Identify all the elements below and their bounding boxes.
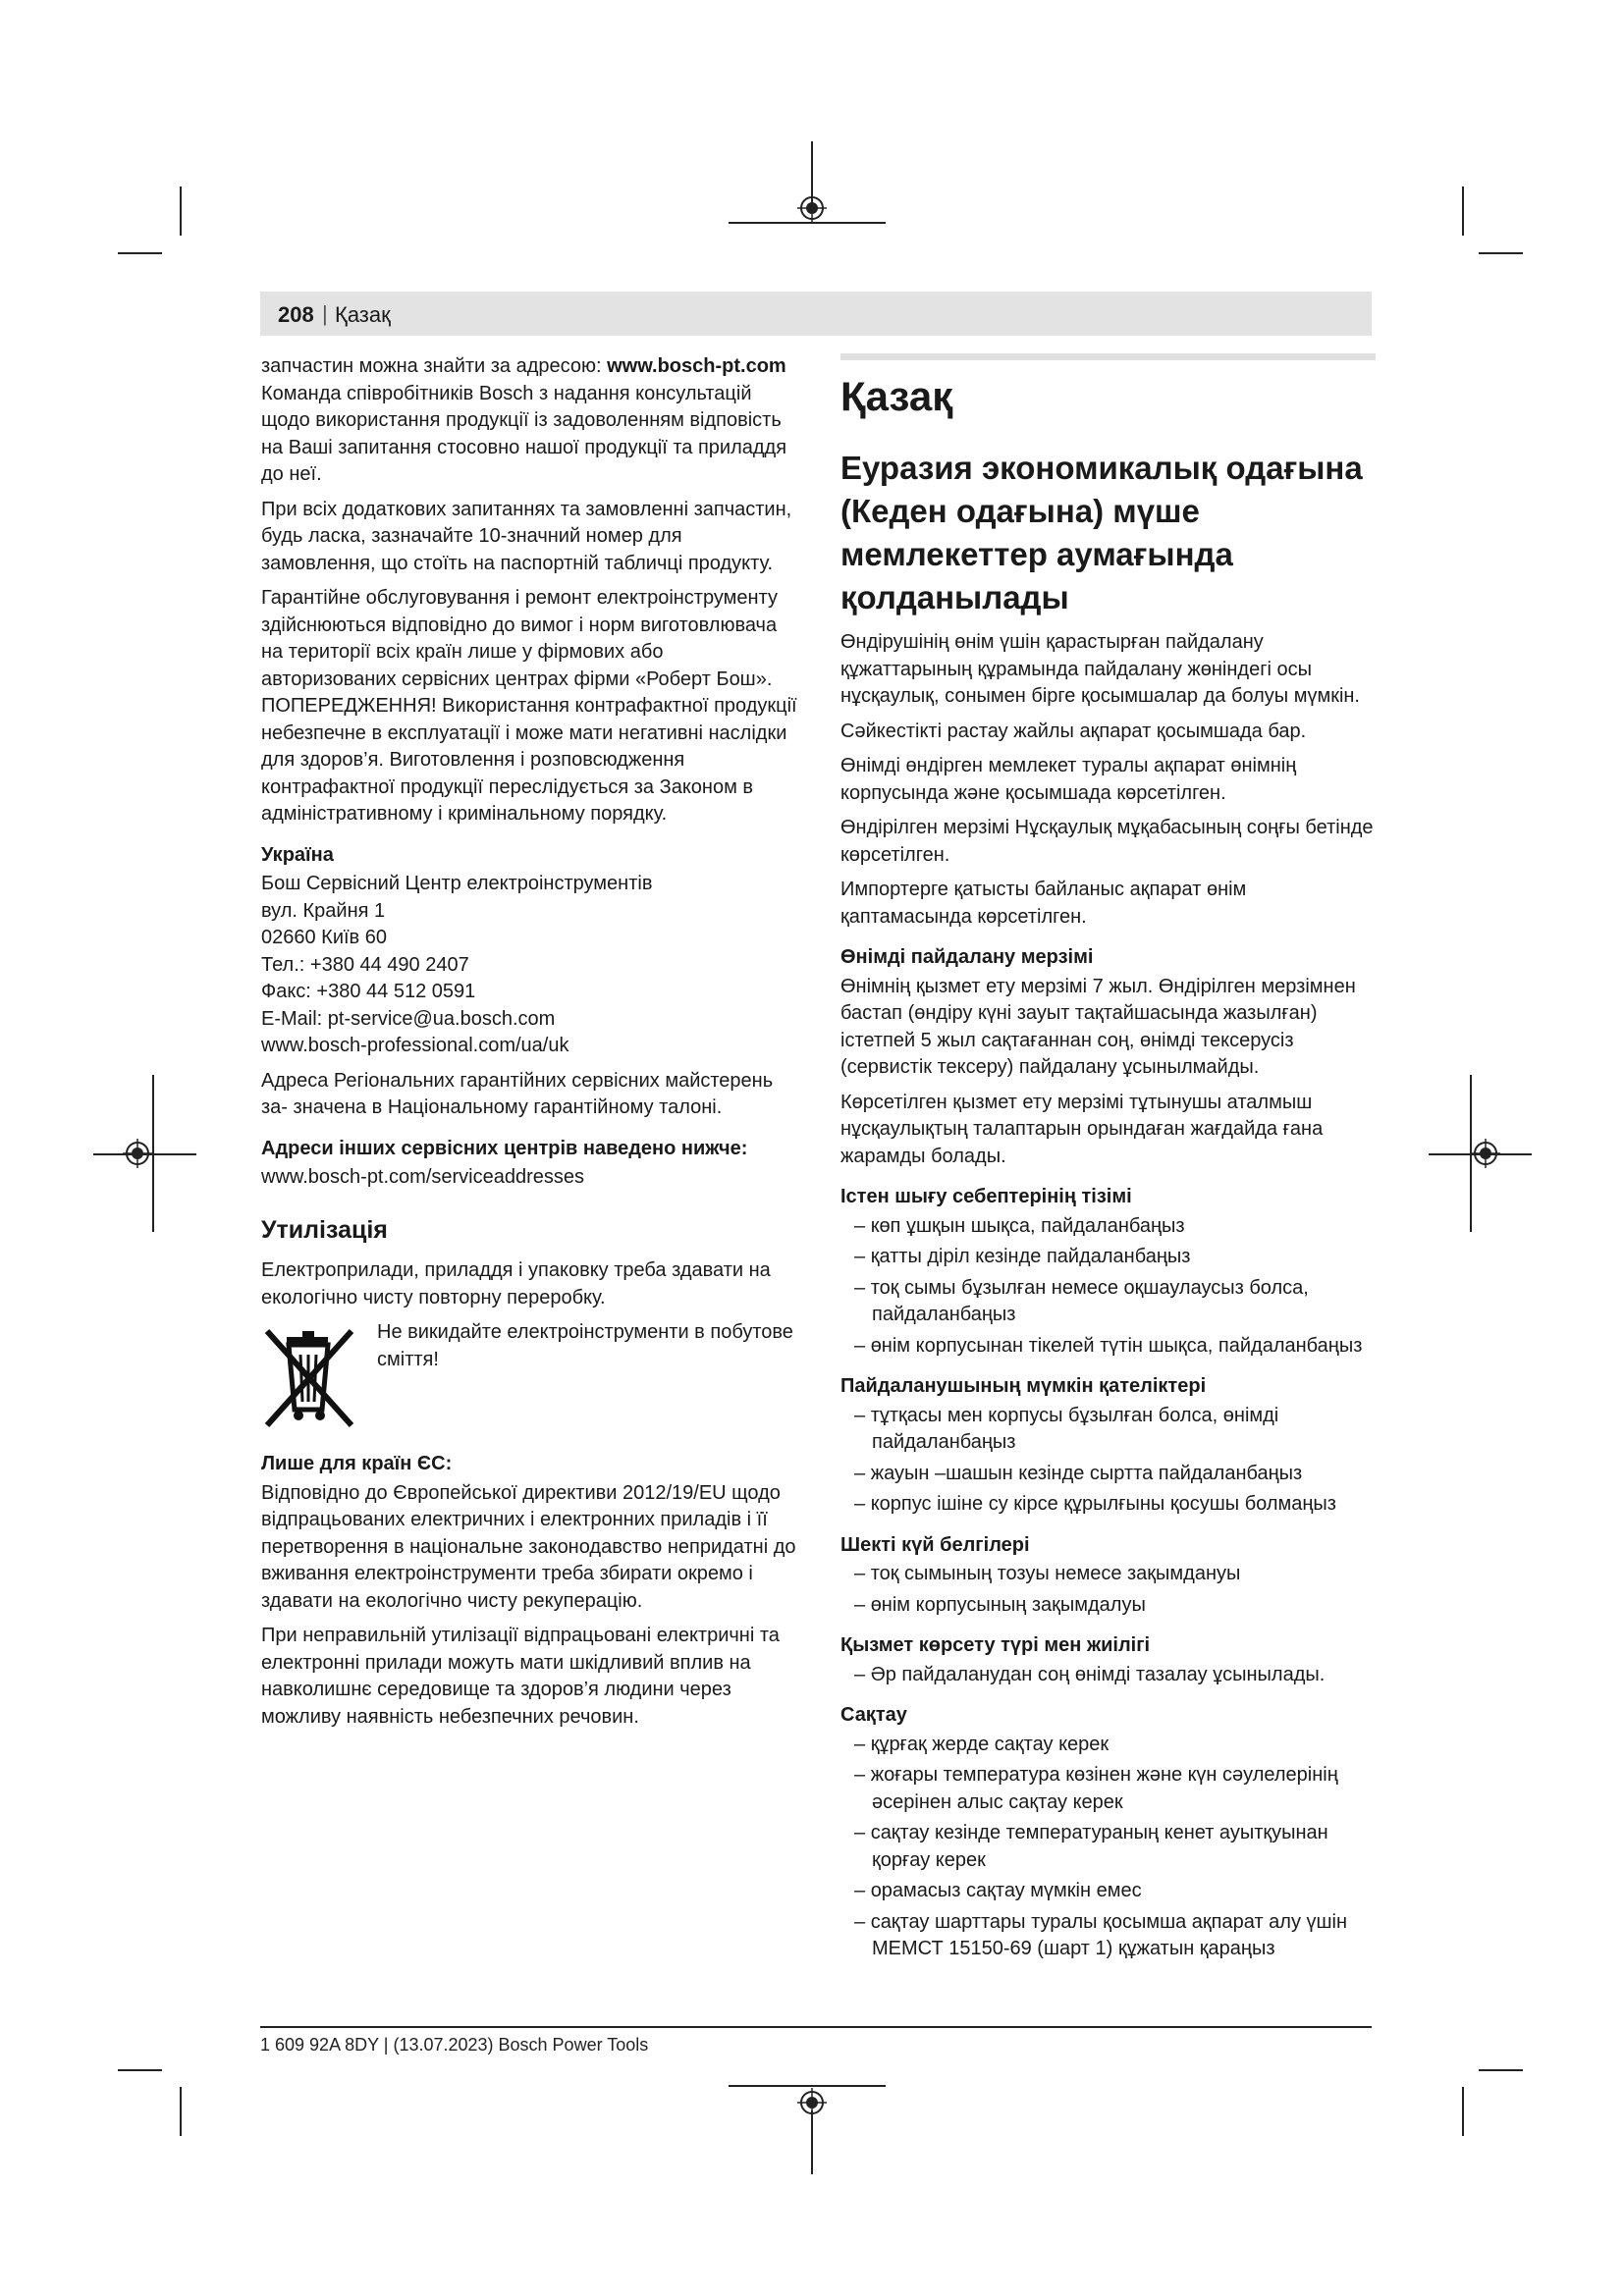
lifetime-paragraph-2: Көрсетілген қызмет ету мерзімі тұтынушы аталмыш нұсқаулықтың талаптарын орындаған жағдайда ғана жарамды болады. <box>840 1091 1324 1167</box>
crop-mark <box>811 141 813 205</box>
address-line: вул. Крайня 1 <box>261 899 386 922</box>
header-section: Қазақ <box>335 302 391 327</box>
crop-mark <box>729 2085 886 2087</box>
crop-mark <box>811 2110 813 2174</box>
list-item: – жауын –шашын кезінде сыртта пайдаланбаңыз <box>840 1461 1376 1488</box>
paragraph: Сәйкестікті растау жайлы ақпарат қосымшада бар. <box>840 720 1307 742</box>
left-column <box>261 353 801 1738</box>
address-line: 02660 Київ 60 <box>261 927 387 948</box>
page-number: 208 <box>278 302 314 327</box>
paragraph: Өндірілген мерзімі Нұсқаулық мұқабасының соңғы бетінде көрсетілген. <box>840 817 1374 866</box>
ukraine-address <box>261 871 801 1060</box>
list-item: – орамасыз сақтау мүмкін емес <box>840 1878 1376 1905</box>
regional-paragraph: Адреса Регіональних гарантійних сервісних майстерень за- значена в Національному гарантійному талоні. <box>261 1069 774 1118</box>
weee-block <box>261 1319 801 1431</box>
crop-mark <box>93 1153 196 1155</box>
crop-mark <box>1479 2069 1523 2071</box>
order-paragraph: При всіх додаткових запитаннях та замовленні запчастин, будь ласка, зазначайте 10‑значний номер для замовлення, що стоїть на паспортній табличці продукту. <box>261 498 792 574</box>
list-item: – қатты діріл кезінде пайдаланбаңыз <box>840 1244 1376 1271</box>
eu-title: Лише для країн ЄС: <box>261 1453 453 1474</box>
list-item: – тұтқасы мен корпусы бұзылған болса, өнімді пайдаланбаңыз <box>840 1403 1376 1457</box>
other-centers-title: Адреси інших сервісних центрів наведено нижче: <box>261 1137 748 1159</box>
paragraph: Өндірушінің өнім үшін қарастырған пайдалану құжаттарының құрамында пайдалану жөніндегі осы нұсқаулық, сонымен бірге қосымшалар да болуы мүмкін. <box>840 631 1360 707</box>
list-item: – Әр пайдаланудан соң өнімді тазалау ұсынылады. <box>840 1662 1376 1689</box>
storage-title: Сақтау <box>840 1704 907 1726</box>
email-link[interactable]: E-Mail: pt-service@ua.bosch.com <box>261 1007 556 1030</box>
warranty-paragraph: Гарантійне обслуговування і ремонт електроінструменту здійснюються відповідно до вимог і норм виготовлювача на території всіх країн лише у фірмових або авторизованих сервісних центрах фірми «Роберт Бош». ПОПЕРЕДЖЕННЯ! Використання контрафактної продукції небезпечне в експлуатації і може мати негативні наслідки для здоров’я. Виготовлення і розповсюдження контрафактної продукції переслідується за Законом в адміністративному і кримінальному порядку. <box>261 587 797 825</box>
fax-line: Факс: +380 44 512 0591 <box>261 981 476 1002</box>
intro-text: запчастин можна знайти за адресою: <box>261 355 608 377</box>
list-item: – өнім корпусынан тікелей түтін шықса, пайдаланбаңыз <box>840 1333 1376 1361</box>
weee-text: Не викидайте електроінструменти в побутове сміття! <box>377 1321 793 1370</box>
disposal-paragraph: Електроприлади, приладдя і упаковку треба здавати на екологічно чисту повторну переробку. <box>261 1259 771 1308</box>
paragraph: Өнімді өндірген мемлекет туралы ақпарат өнімнің корпусында және қосымшада көрсетілген. <box>840 755 1297 804</box>
eu-paragraph: Відповідно до Європейської директиви 2012/19/EU щодо відпрацьованих електричних і електронних приладів і її перетворення в національне законодавство непридатні до вживання електроінструменти треба збирати окремо і здавати на екологічно чисту рекуперацію. <box>261 1481 796 1612</box>
crop-mark <box>180 2087 182 2136</box>
header-separator: | <box>322 301 328 326</box>
service-list <box>840 1662 1376 1689</box>
list-item: – сақтау кезінде температураның кенет ауытқуынан қорғау керек <box>840 1820 1376 1874</box>
list-item: – жоғары температура көзінен және күн сәулелерінің әсерінен алыс сақтау керек <box>840 1762 1376 1816</box>
intro-paragraph <box>261 353 801 489</box>
crop-mark <box>1462 187 1464 236</box>
footer-rule <box>260 2026 1372 2028</box>
crop-mark <box>180 187 182 236</box>
eaeu-subtitle: Еуразия экономикалық одағына (Кеден одағына) мүше мемлекеттер аумағында қолданылады <box>840 450 1363 615</box>
errors-list <box>840 1403 1376 1519</box>
errors-title: Пайдаланушының мүмкін қателіктері <box>840 1375 1207 1397</box>
footer-text: 1 609 92A 8DY | (13.07.2023) Bosch Power Tools <box>260 2035 649 2055</box>
intro-rest: Команда співробітників Bosch з надання консультацій щодо використання продукції із задоволенням відповість на Ваші запитання стосовно нашої продукції та приладдя до неї. <box>261 382 787 485</box>
storage-list <box>840 1732 1376 1963</box>
list-item: – тоқ сымының тозуы немесе зақымдануы <box>840 1561 1376 1588</box>
lifetime-title: Өнімді пайдалану мерзімі <box>840 946 1094 968</box>
language-title: Қазақ <box>840 373 953 419</box>
service-title: Қызмет көрсету түрі мен жиілігі <box>840 1634 1151 1656</box>
list-item: – көп ұшқын шықса, пайдаланбаңыз <box>840 1213 1376 1241</box>
list-item: – өнім корпусының зақымдалуы <box>840 1592 1376 1620</box>
list-item: – сақтау шарттары туралы қосымша ақпарат алу үшін МЕМСТ 15150-69 (шарт 1) құжатын қараңыз <box>840 1909 1376 1963</box>
phone-line: Тел.: +380 44 490 2407 <box>261 953 469 976</box>
crop-mark <box>118 252 162 254</box>
failure-list <box>840 1213 1376 1361</box>
list-item: – құрғақ жерде сақтау керек <box>840 1732 1376 1759</box>
limit-title: Шекті күй белгілері <box>840 1533 1030 1556</box>
crop-mark <box>118 2069 162 2071</box>
paragraph: Импортерге қатысты байланыс ақпарат өнім қаптамасында көрсетілген. <box>840 879 1247 928</box>
website-link[interactable]: www.bosch-professional.com/ua/uk <box>261 1035 569 1056</box>
limit-list <box>840 1561 1376 1619</box>
crop-mark <box>1429 1153 1532 1155</box>
bosch-url-link[interactable]: www.bosch-pt.com <box>607 355 786 377</box>
failure-title: Істен шығу себептерінің тізімі <box>840 1186 1132 1207</box>
list-item: – тоқ сымы бұзылған немесе оқшаулаусыз болса, пайдаланбаңыз <box>840 1275 1376 1329</box>
disposal-heading: Утилізація <box>261 1215 388 1244</box>
crop-mark <box>1479 252 1523 254</box>
service-addresses-link[interactable]: www.bosch-pt.com/serviceaddresses <box>261 1166 585 1188</box>
right-column <box>840 353 1376 1969</box>
ukraine-title: Україна <box>261 843 334 866</box>
lifetime-paragraph: Өнімнің қызмет ету мерзімі 7 жыл. Өндірілген мерзімнен бастап (өндіру күні зауыт тақтайшасында жазылған) істетпей 5 жыл сақтағаннан соң, өнімді тексерусіз (сервистік тексеру) пайдалану ұсынылмайды. <box>840 975 1356 1078</box>
crop-mark <box>1462 2087 1464 2136</box>
page-header <box>260 292 1372 336</box>
list-item: – корпус ішіне су кірсе құрылғыны қосушы болмаңыз <box>840 1491 1376 1519</box>
crossed-bin-icon <box>261 1323 359 1431</box>
address-line: Бош Сервісний Центр електроінструментів <box>261 873 653 894</box>
section-rule <box>840 353 1376 360</box>
crop-mark <box>729 222 886 224</box>
eu-paragraph-2: При неправильній утилізації відпрацьовані електричні та електронні прилади можуть мати шкідливий вплив на навколишнє середовище та здоров’я людини через можливу наявність небезпечних речовин. <box>261 1625 780 1728</box>
